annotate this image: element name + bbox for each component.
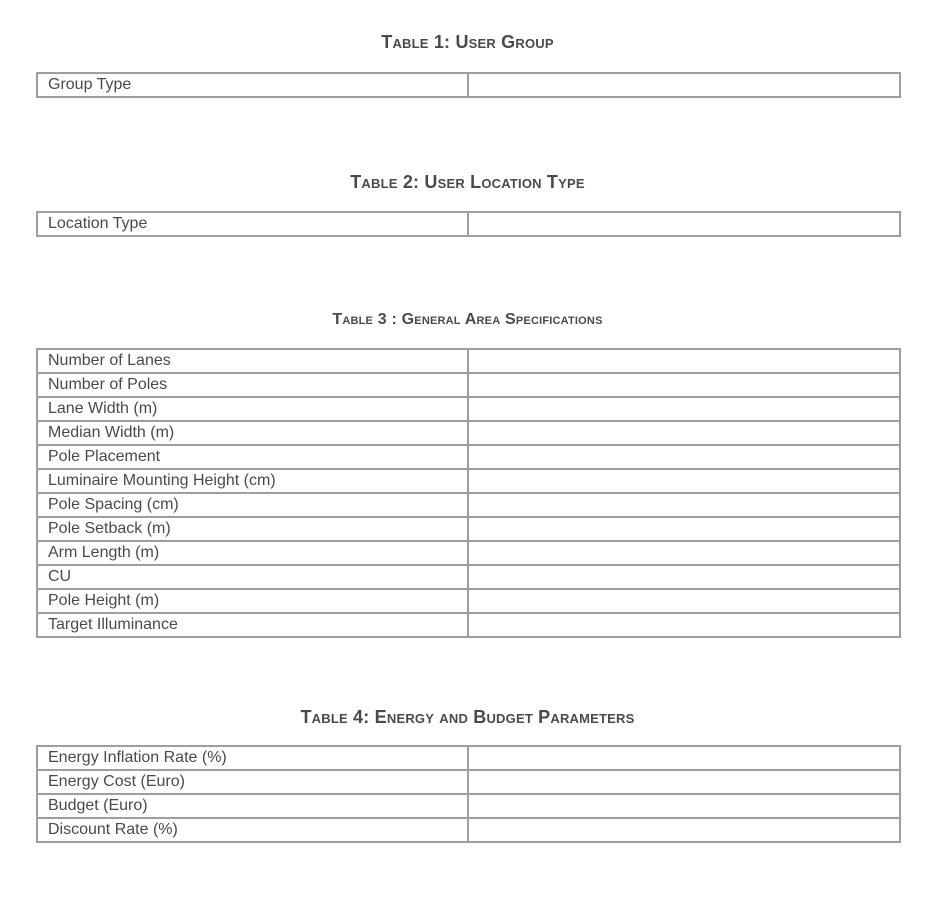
table-2-caption: Table 2: User Location Type — [350, 172, 585, 192]
row-label: Pole Placement — [37, 445, 468, 469]
table-4-caption: Table 4: Energy and Budget Parameters — [300, 707, 635, 727]
row-value[interactable] — [468, 445, 900, 469]
table-row — [37, 589, 900, 613]
table-3-caption: Table 3 : General Area Specifications — [332, 311, 603, 328]
table-row — [37, 421, 900, 445]
table-row — [37, 469, 900, 493]
table-row — [37, 73, 900, 97]
row-value[interactable] — [468, 794, 900, 818]
row-label: Energy Cost (Euro) — [37, 770, 468, 794]
row-label: Pole Setback (m) — [37, 517, 468, 541]
row-label: CU — [37, 565, 468, 589]
row-value[interactable] — [468, 818, 900, 842]
row-value[interactable] — [468, 212, 900, 236]
row-label: Pole Spacing (cm) — [37, 493, 468, 517]
row-value[interactable] — [468, 421, 900, 445]
row-label: Target Illuminance — [37, 613, 468, 637]
row-value[interactable] — [468, 770, 900, 794]
row-label: Number of Lanes — [37, 349, 468, 373]
energy-budget-parameters-table — [36, 745, 901, 843]
row-value[interactable] — [468, 565, 900, 589]
row-label: Pole Height (m) — [37, 589, 468, 613]
row-value[interactable] — [468, 493, 900, 517]
table-row — [37, 212, 900, 236]
table-1-caption: Table 1: User Group — [381, 32, 554, 52]
table-row — [37, 445, 900, 469]
table-row — [37, 373, 900, 397]
general-area-specifications-table — [36, 348, 901, 638]
row-value[interactable] — [468, 469, 900, 493]
row-label: Median Width (m) — [37, 421, 468, 445]
table-row — [37, 746, 900, 770]
row-label: Arm Length (m) — [37, 541, 468, 565]
row-label: Discount Rate (%) — [37, 818, 468, 842]
table-row — [37, 565, 900, 589]
row-label: Lane Width (m) — [37, 397, 468, 421]
table-row — [37, 613, 900, 637]
table-row — [37, 397, 900, 421]
row-value[interactable] — [468, 746, 900, 770]
table-row — [37, 794, 900, 818]
table-row — [37, 818, 900, 842]
table-row — [37, 349, 900, 373]
row-value[interactable] — [468, 589, 900, 613]
table-row — [37, 541, 900, 565]
row-value[interactable] — [468, 517, 900, 541]
row-label: Luminaire Mounting Height (cm) — [37, 469, 468, 493]
user-location-type-table — [36, 211, 901, 237]
row-value[interactable] — [468, 73, 900, 97]
row-value[interactable] — [468, 349, 900, 373]
row-label: Number of Poles — [37, 373, 468, 397]
row-label: Budget (Euro) — [37, 794, 468, 818]
row-value[interactable] — [468, 373, 900, 397]
row-value[interactable] — [468, 541, 900, 565]
row-value[interactable] — [468, 613, 900, 637]
table-row — [37, 770, 900, 794]
row-label: Group Type — [37, 73, 468, 97]
row-label: Energy Inflation Rate (%) — [37, 746, 468, 770]
row-value[interactable] — [468, 397, 900, 421]
row-label: Location Type — [37, 212, 468, 236]
table-row — [37, 493, 900, 517]
table-row — [37, 517, 900, 541]
user-group-table — [36, 72, 901, 98]
